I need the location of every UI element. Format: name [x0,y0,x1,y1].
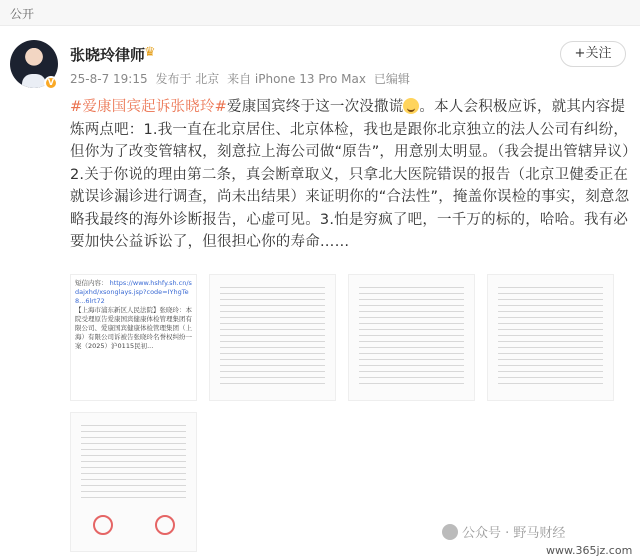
thumbnail-sms-text [75,279,192,351]
follow-button[interactable]: +关注 [560,41,626,67]
image-thumbnail-5[interactable] [70,412,197,552]
document-lines [220,287,325,388]
image-thumbnail-4[interactable] [487,274,614,401]
crown-icon: ♛ [144,45,156,60]
document-lines [359,287,464,388]
site-url: www.365jz.com [546,544,633,557]
post-time: 25-8-7 19:15 [70,72,148,86]
hashtag-link[interactable]: #爱康国宾起诉张晓玲# [70,99,227,115]
sms-title: 短信内容： [75,279,108,287]
author-name[interactable]: 张晓玲律师 [70,46,146,64]
post-text [70,96,630,254]
document-lines [81,425,186,501]
document-lines [498,287,603,388]
image-thumbnail-3[interactable] [348,274,475,401]
watermark [442,522,565,541]
red-seal-icon [155,515,175,535]
visibility-label: 公开 [10,7,35,21]
post-text-part1: 爱康国宾终于这一次没撒谎 [227,99,404,115]
wechat-icon [442,524,458,540]
post-meta [70,70,414,87]
watermark-text: 公众号 · 野马财经 [462,526,566,541]
post-location: 发布于 北京 [155,72,220,86]
post-edited[interactable]: 已编辑 [373,72,410,86]
red-seal-icon [93,515,113,535]
sms-body: 【上海市浦东新区人民法院】张晓玲：本院受理原告爱康国宾健康体检管理集团有限公司、爱康国宾健康体检管理集团（上海）有限公司诉被告张晓玲名誉权纠纷一案（2025）沪0115民初... [75,306,192,350]
smile-emoji-icon [403,98,419,114]
verified-badge-icon: V [44,76,58,90]
image-thumbnail-1[interactable] [70,274,197,401]
sms-link: https://www.hshfy.sh.cn/sdajxhd/xsonglays.jsp?code=IYhgTe8...6lrt72 [75,279,192,305]
image-thumbnail-2[interactable] [209,274,336,401]
post-device: 来自 iPhone 13 Pro Max [227,72,366,86]
top-bar [0,0,640,26]
post-text-part2: 。本人会积极应诉，就其内容提炼两点吧：1.我一直在北京居住、北京体检，我也是跟你北京独立的法人公司有纠纷，但你为了改变管辖权，刻意拉上海公司做“原告”，用意别太明显。（我会提出管辖异议）2.关于你说的理由第二条，真会断章取义，只拿北大医院错误的报告（北京卫健委正在就误诊漏诊进行调查，尚未出结果）来证明你的“合法性”，掩盖你误检的事实，刻意忽略我最终的海外诊断报告，心虚可见。3.怕是穷疯了吧，一千万的标的，哈哈。我有必要加快公益诉讼了，但很担心你的寿命…… [70,99,630,250]
